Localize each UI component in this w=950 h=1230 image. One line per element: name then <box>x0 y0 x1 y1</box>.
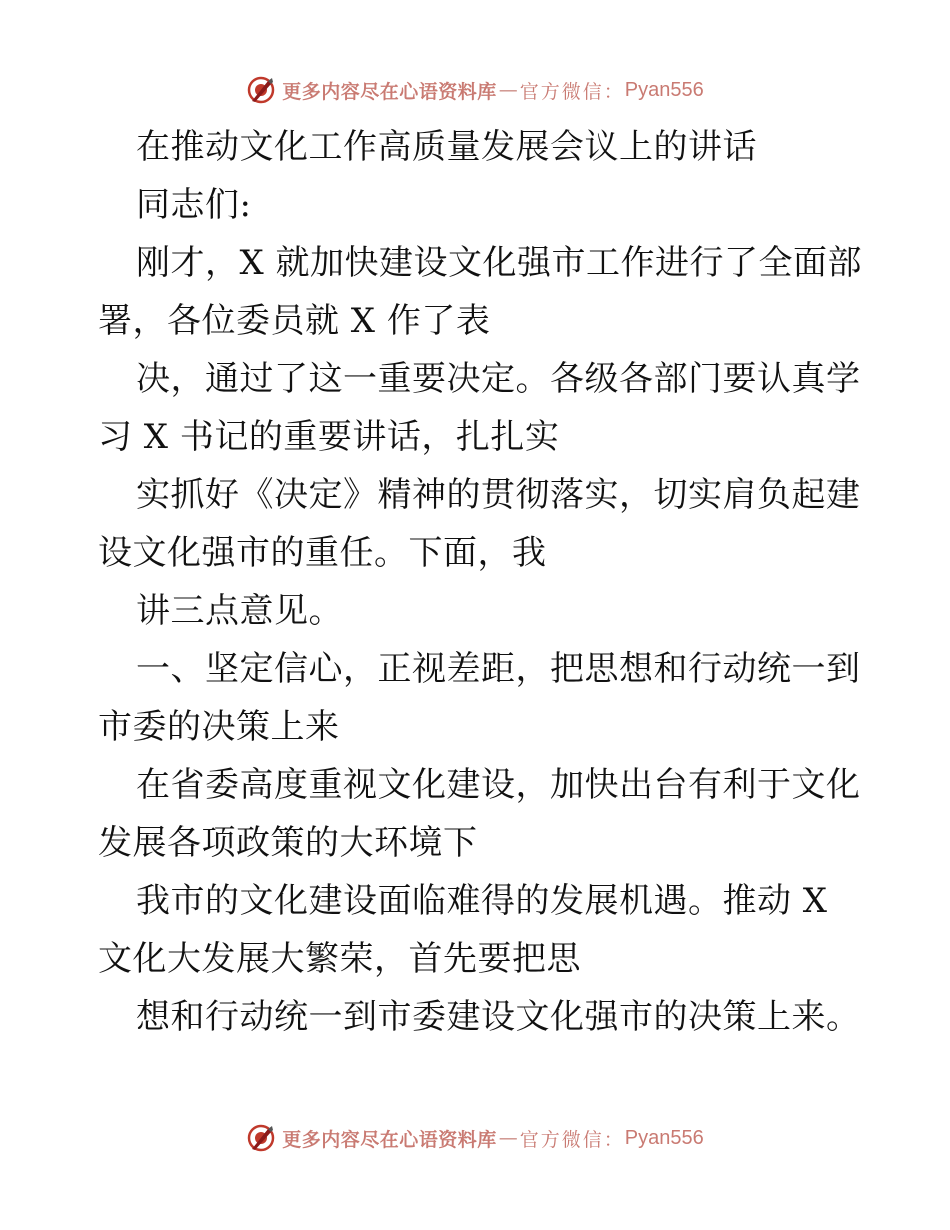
text-line: 实抓好《决定》精神的贯彻落实，切实肩负起建 <box>136 475 861 515</box>
footer-watermark <box>0 1118 950 1158</box>
pen-logo-icon <box>246 1123 276 1153</box>
watermark-brand: 更多内容尽在心语资料库 <box>282 80 497 103</box>
document-title: 在推动文化工作高质量发展会议上的讲话 <box>136 127 757 167</box>
watermark-separator: — <box>498 1127 518 1149</box>
text-line: 文化大发展大繁荣，首先要把思 <box>98 939 581 979</box>
pen-logo-icon <box>246 75 276 105</box>
text-line: 刚才，X 就加快建设文化强市工作进行了全面部 <box>136 243 863 283</box>
text-line: 想和行动统一到市委建设文化强市的决策上来。 <box>136 997 861 1037</box>
header-watermark <box>0 70 950 110</box>
text-line: 我市的文化建设面临难得的发展机遇。推动 X <box>136 881 828 921</box>
document-body <box>98 118 863 1046</box>
watermark-wechat-id: Pyan556 <box>624 1126 704 1149</box>
text-line: 署，各位委员就 X 作了表 <box>98 301 491 341</box>
text-line: 讲三点意见。 <box>136 591 343 631</box>
watermark-official: 官方微信： <box>519 1128 625 1151</box>
text-line: 决，通过了这一重要决定。各级各部门要认真学 <box>136 359 861 399</box>
watermark-separator: — <box>498 79 518 101</box>
watermark-official: 官方微信： <box>519 80 625 103</box>
text-line: 在省委高度重视文化建设，加快出台有利于文化 <box>136 765 861 805</box>
watermark-wechat-id: Pyan556 <box>624 78 704 101</box>
text-line: 习 X 书记的重要讲话，扎扎实 <box>98 417 560 457</box>
salutation: 同志们: <box>136 185 252 225</box>
section-heading-continued: 市委的决策上来 <box>98 707 340 747</box>
text-line: 发展各项政策的大环境下 <box>98 823 478 863</box>
section-heading: 一、坚定信心，正视差距，把思想和行动统一到 <box>136 649 861 689</box>
watermark-brand: 更多内容尽在心语资料库 <box>282 1128 497 1151</box>
text-line: 设文化强市的重任。下面，我 <box>98 533 547 573</box>
